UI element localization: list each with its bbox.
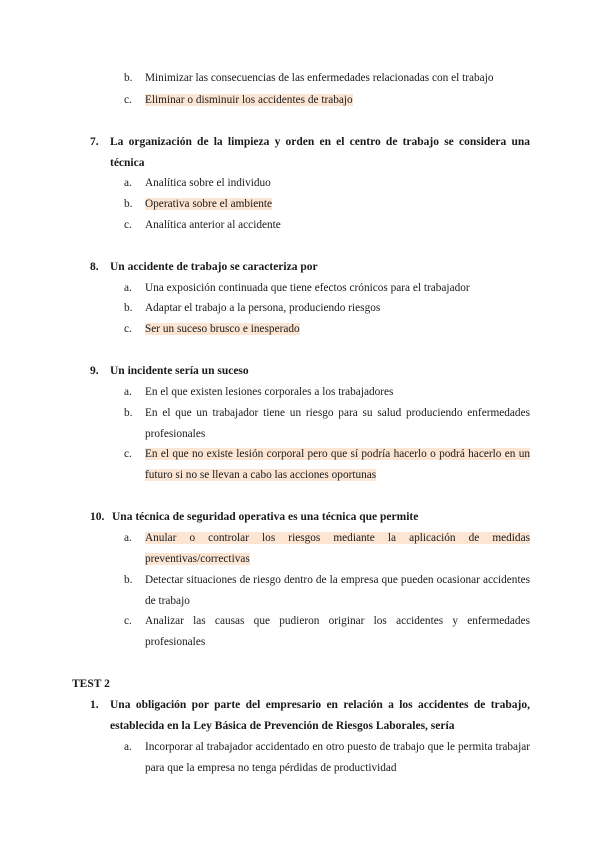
- option-letter: a.: [124, 741, 132, 753]
- question-text: Un incidente sería un suceso: [110, 365, 249, 377]
- section-heading: TEST 2: [72, 678, 110, 690]
- option-text: [145, 194, 530, 215]
- answer-option: [124, 737, 530, 779]
- option-text: [145, 68, 530, 89]
- option-text-content: Anular o controlar los riesgos mediante la aplicación de medidas preventivas/correctivas: [145, 532, 530, 565]
- question-number: 1.: [90, 699, 99, 711]
- answer-option: [124, 570, 530, 612]
- option-letter: c.: [124, 94, 132, 106]
- question-number: 9.: [90, 365, 99, 377]
- option-letter: a.: [124, 282, 132, 294]
- option-text-content: En el que un trabajador tiene un riesgo para su salud produciendo enfermedades profesionales: [145, 407, 530, 440]
- answer-option: [124, 278, 530, 299]
- option-text: [145, 319, 530, 340]
- option-text: [145, 215, 530, 236]
- option-letter: c.: [124, 219, 132, 231]
- option-text: [145, 173, 530, 194]
- option-text: [145, 278, 530, 299]
- option-text: [145, 528, 530, 570]
- highlighted-answer-option: [124, 90, 530, 111]
- option-letter: b.: [124, 574, 133, 586]
- question-text: Una obligación por parte del empresario en relación a los accidentes de trabajo, establecida en la Ley Básica de Prevención de Riesgos Laborales, sería: [110, 699, 530, 732]
- option-text: [145, 570, 530, 612]
- option-text-content: Ser un suceso brusco e inesperado: [145, 323, 300, 335]
- option-text-content: Analítica sobre el individuo: [145, 177, 271, 189]
- answer-option: [124, 173, 530, 194]
- highlighted-answer-option: [124, 444, 530, 486]
- answer-option: [124, 68, 530, 89]
- option-letter: b.: [124, 72, 133, 84]
- option-text: [145, 737, 530, 779]
- option-text-content: Minimizar las consecuencias de las enfermedades relacionadas con el trabajo: [145, 72, 494, 84]
- answer-option: [124, 298, 530, 319]
- highlighted-answer-option: [124, 528, 530, 570]
- option-text-content: Adaptar el trabajo a la persona, produciendo riesgos: [145, 302, 381, 314]
- option-letter: a.: [124, 386, 132, 398]
- option-letter: c.: [124, 448, 132, 460]
- question-number: 8.: [90, 261, 99, 273]
- question-text: Un accidente de trabajo se caracteriza por: [110, 261, 318, 273]
- option-text-content: Detectar situaciones de riesgo dentro de la empresa que pueden ocasionar accidentes de trabajo: [145, 574, 530, 607]
- option-text: [145, 90, 530, 111]
- option-text-content: En el que existen lesiones corporales a los trabajadores: [145, 386, 394, 398]
- option-text: [145, 611, 530, 653]
- option-letter: b.: [124, 302, 133, 314]
- option-text-content: Una exposición continuada que tiene efectos crónicos para el trabajador: [145, 282, 470, 294]
- question-text: Una técnica de seguridad operativa es una técnica que permite: [112, 511, 419, 523]
- question: [90, 507, 530, 528]
- answer-option: [124, 215, 530, 236]
- option-text: [145, 298, 530, 319]
- answer-option: [124, 611, 530, 653]
- option-text: [145, 382, 530, 403]
- question-text: La organización de la limpieza y orden en el centro de trabajo se considera una técnica: [110, 136, 530, 169]
- option-text-content: En el que no existe lesión corporal pero que sí podría hacerlo o podrá hacerlo en un futuro si no se llevan a cabo las acciones oportunas: [145, 448, 530, 481]
- question-number: 7.: [90, 136, 99, 148]
- option-letter: b.: [124, 407, 133, 419]
- highlighted-answer-option: [124, 319, 530, 340]
- option-text-content: Eliminar o disminuir los accidentes de trabajo: [145, 94, 353, 106]
- option-text: [145, 403, 530, 445]
- option-letter: c.: [124, 615, 132, 627]
- option-letter: a.: [124, 177, 132, 189]
- highlighted-answer-option: [124, 194, 530, 215]
- answer-option: [124, 403, 530, 445]
- question: [90, 361, 530, 382]
- option-letter: a.: [124, 532, 132, 544]
- answer-option: [124, 382, 530, 403]
- option-text: [145, 444, 530, 486]
- question: [90, 257, 530, 278]
- question: [90, 132, 530, 174]
- option-text-content: Analizar las causas que pudieron originar los accidentes y enfermedades profesionales: [145, 615, 530, 648]
- option-letter: c.: [124, 323, 132, 335]
- option-text-content: Analítica anterior al accidente: [145, 219, 281, 231]
- option-letter: b.: [124, 198, 133, 210]
- option-text-content: Incorporar al trabajador accidentado en otro puesto de trabajo que le permita trabajar para que la empresa no tenga pérdidas de productividad: [145, 741, 530, 774]
- question: [90, 695, 530, 737]
- option-text-content: Operativa sobre el ambiente: [145, 198, 273, 210]
- question-number: 10.: [90, 511, 105, 523]
